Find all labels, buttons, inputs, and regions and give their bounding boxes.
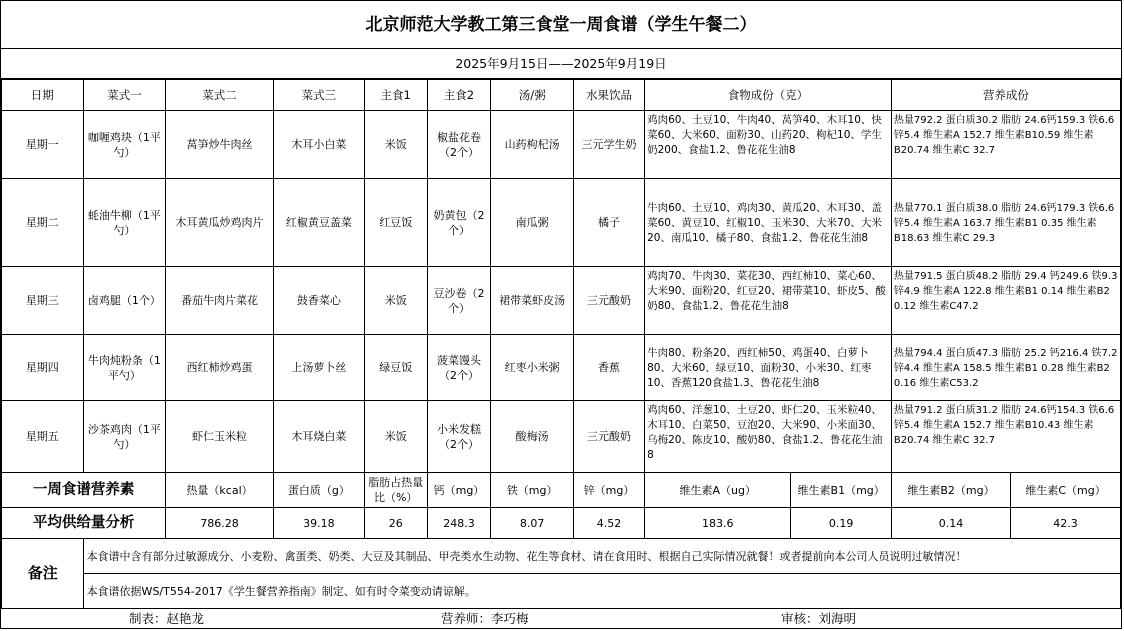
soup-cell: 南瓜粥 <box>491 179 574 267</box>
page-title: 北京师范大学教工第三食堂一周食谱（学生午餐二） <box>1 1 1121 49</box>
footer-dietitian: 营养师：李巧梅 <box>441 611 529 626</box>
dish2-cell: 虾仁玉米粒 <box>166 401 274 473</box>
summary-header-fat: 脂肪占热量比（%） <box>364 473 427 508</box>
summary-header-iron: 铁（mg） <box>491 473 574 508</box>
header-ingredients: 食物成份（克） <box>645 80 892 111</box>
header-dish2: 菜式二 <box>166 80 274 111</box>
day-label: 星期二 <box>2 179 84 267</box>
dish1-cell: 咖喱鸡块（1平勺） <box>83 111 166 179</box>
ingredients-cell: 鸡肉70、牛肉30、菜花30、西红柿10、菜心60、大米90、面粉20、红豆20、裙带菜10、虾皮5、酸奶80、食盐1.2、鲁花花生油8 <box>645 267 892 335</box>
fruit-cell: 三元酸奶 <box>573 267 644 335</box>
staple2-cell: 菠菜馒头（2个） <box>427 335 491 401</box>
avg-protein: 39.18 <box>273 508 364 539</box>
fruit-cell: 三元酸奶 <box>573 401 644 473</box>
dish1-cell: 牛肉炖粉条（1平勺） <box>83 335 166 401</box>
header-staple1: 主食1 <box>364 80 427 111</box>
staple1-cell: 米饭 <box>364 401 427 473</box>
dish1-cell: 卤鸡腿（1个） <box>83 267 166 335</box>
fruit-cell: 三元学生奶 <box>573 111 644 179</box>
dish2-cell: 木耳黄瓜炒鸡肉片 <box>166 179 274 267</box>
avg-calcium: 248.3 <box>427 508 491 539</box>
dish3-cell: 木耳烧白菜 <box>273 401 364 473</box>
staple1-cell: 红豆饭 <box>364 179 427 267</box>
footer-reviewer: 审核：刘海明 <box>781 611 857 626</box>
staple2-cell: 奶黄包（2个） <box>427 179 491 267</box>
fruit-cell: 香蕉 <box>573 335 644 401</box>
avg-energy: 786.28 <box>166 508 274 539</box>
summary-header-energy: 热量（kcal） <box>166 473 274 508</box>
note-row-2 <box>2 574 1121 609</box>
dish3-cell: 鼓香菜心 <box>273 267 364 335</box>
dish2-cell: 莴笋炒牛肉丝 <box>166 111 274 179</box>
summary-header-calcium: 钙（mg） <box>427 473 491 508</box>
note-guideline: 本食谱依据WS/T554-2017《学生餐营养指南》制定、如有时令菜变动请谅解。 <box>83 574 1120 609</box>
summary-header-vitb1: 维生素B1（mg） <box>791 473 891 508</box>
day-label: 星期三 <box>2 267 84 335</box>
notes-label: 备注 <box>2 539 84 609</box>
staple2-cell: 豆沙卷（2个） <box>427 267 491 335</box>
summary-header-row <box>2 473 1121 508</box>
date-range: 2025年9月15日——2025年9月19日 <box>1 49 1121 79</box>
avg-zinc: 4.52 <box>573 508 644 539</box>
summary-header-vitc: 维生素C（mg） <box>1011 473 1121 508</box>
avg-iron: 8.07 <box>491 508 574 539</box>
nutrition-cell: 热量791.5 蛋白质48.2 脂肪 29.4 钙249.6 铁9.3 锌4.9 维生素A 122.8 维生素B1 0.14 维生素B2 0.12 维生素C47.2 <box>891 267 1120 335</box>
header-row <box>2 80 1121 111</box>
day-label: 星期一 <box>2 111 84 179</box>
avg-vitb2: 0.14 <box>891 508 1010 539</box>
nutrition-cell: 热量794.4 蛋白质47.3 脂肪 25.2 钙216.4 铁7.2 锌4.4 维生素A 158.5 维生素B1 0.28 维生素B2 0.16 维生素C53.2 <box>891 335 1120 401</box>
staple1-cell: 米饭 <box>364 267 427 335</box>
note-allergen: 本食谱中含有部分过敏源成分、小麦粉、禽蛋类、奶类、大豆及其制品、甲壳类水生动物、花生等食材、请在食用时、根据自己实际情况就餐！或者提前向本公司人员说明过敏情况！ <box>83 539 1120 574</box>
dish3-cell: 木耳小白菜 <box>273 111 364 179</box>
dish1-cell: 沙茶鸡肉（1平勺） <box>83 401 166 473</box>
avg-vitb1: 0.19 <box>791 508 891 539</box>
day-row-tue <box>2 179 1121 267</box>
staple1-cell: 米饭 <box>364 111 427 179</box>
ingredients-cell: 鸡肉60、洋葱10、土豆20、虾仁20、玉米粒40、木耳10、白菜50、豆泡20、大米90、小米面30、乌梅20、陈皮10、酸奶80、食盐1.2、鲁花花生油8 <box>645 401 892 473</box>
ingredients-cell: 牛肉80、粉条20、西红柿50、鸡蛋40、白萝卜80、大米60、绿豆10、面粉30、小米30、红枣10、香蕉120食盐1.3、鲁花花生油8 <box>645 335 892 401</box>
nutrition-cell: 热量770.1 蛋白质38.0 脂肪 24.6钙179.3 铁6.6 锌5.4 维生素A 163.7 维生素B1 0.35 维生素B18.63 维生素C 29.3 <box>891 179 1120 267</box>
day-label: 星期五 <box>2 401 84 473</box>
footer-maker: 制表：赵艳龙 <box>129 611 205 626</box>
header-date: 日期 <box>2 80 84 111</box>
ingredients-cell: 牛肉60、土豆10、鸡肉30、黄瓜20、木耳30、盖菜60、黄豆10、红椒10、玉米30、大米70、大米20、南瓜10、橘子80、食盐1.2、鲁花花生油8 <box>645 179 892 267</box>
summary-header-zinc: 锌（mg） <box>573 473 644 508</box>
menu-table <box>1 79 1121 609</box>
header-fruit: 水果饮品 <box>573 80 644 111</box>
nutrition-cell: 热量791.2 蛋白质31.2 脂肪 24.6钙154.3 铁6.6锌5.4 维生素A 152.7 维生素B10.43 维生素B20.74 维生素C 32.7 <box>891 401 1120 473</box>
summary-values-row <box>2 508 1121 539</box>
soup-cell: 红枣小米粥 <box>491 335 574 401</box>
nutrition-cell: 热量792.2 蛋白质30.2 脂肪 24.6钙159.3 铁6.6锌5.4 维生素A 152.7 维生素B10.59 维生素B20.74 维生素C 32.7 <box>891 111 1120 179</box>
header-nutrition: 营养成份 <box>891 80 1120 111</box>
dish1-cell: 蚝油牛柳（1平勺） <box>83 179 166 267</box>
header-soup: 汤/粥 <box>491 80 574 111</box>
day-row-fri <box>2 401 1121 473</box>
footer <box>1 610 1121 628</box>
summary-header-vitb2: 维生素B2（mg） <box>891 473 1010 508</box>
avg-vita: 183.6 <box>645 508 791 539</box>
fruit-cell: 橘子 <box>573 179 644 267</box>
average-label: 平均供给量分析 <box>2 508 166 539</box>
dish3-cell: 上汤萝卜丝 <box>273 335 364 401</box>
avg-vitc: 42.3 <box>1011 508 1121 539</box>
day-label: 星期四 <box>2 335 84 401</box>
day-row-wed <box>2 267 1121 335</box>
staple1-cell: 绿豆饭 <box>364 335 427 401</box>
staple2-cell: 椒盐花卷（2个） <box>427 111 491 179</box>
note-row-1 <box>2 539 1121 574</box>
day-row-mon <box>2 111 1121 179</box>
summary-header-vita: 维生素A（ug） <box>645 473 791 508</box>
header-dish3: 菜式三 <box>273 80 364 111</box>
day-row-thu <box>2 335 1121 401</box>
avg-fat: 26 <box>364 508 427 539</box>
soup-cell: 山药枸杞汤 <box>491 111 574 179</box>
header-staple2: 主食2 <box>427 80 491 111</box>
ingredients-cell: 鸡肉60、土豆10、牛肉40、莴笋40、木耳10、快菜60、大米60、面粉30、山药20、枸杞10、学生奶200、食盐1.2、鲁花花生油8 <box>645 111 892 179</box>
soup-cell: 裙带菜虾皮汤 <box>491 267 574 335</box>
staple2-cell: 小米发糕（2个） <box>427 401 491 473</box>
summary-header-protein: 蛋白质（g） <box>273 473 364 508</box>
summary-label: 一周食谱营养素 <box>2 473 166 508</box>
header-dish1: 菜式一 <box>83 80 166 111</box>
soup-cell: 酸梅汤 <box>491 401 574 473</box>
dish2-cell: 西红柿炒鸡蛋 <box>166 335 274 401</box>
dish2-cell: 番茄牛肉片菜花 <box>166 267 274 335</box>
dish3-cell: 红椒黄豆盖菜 <box>273 179 364 267</box>
